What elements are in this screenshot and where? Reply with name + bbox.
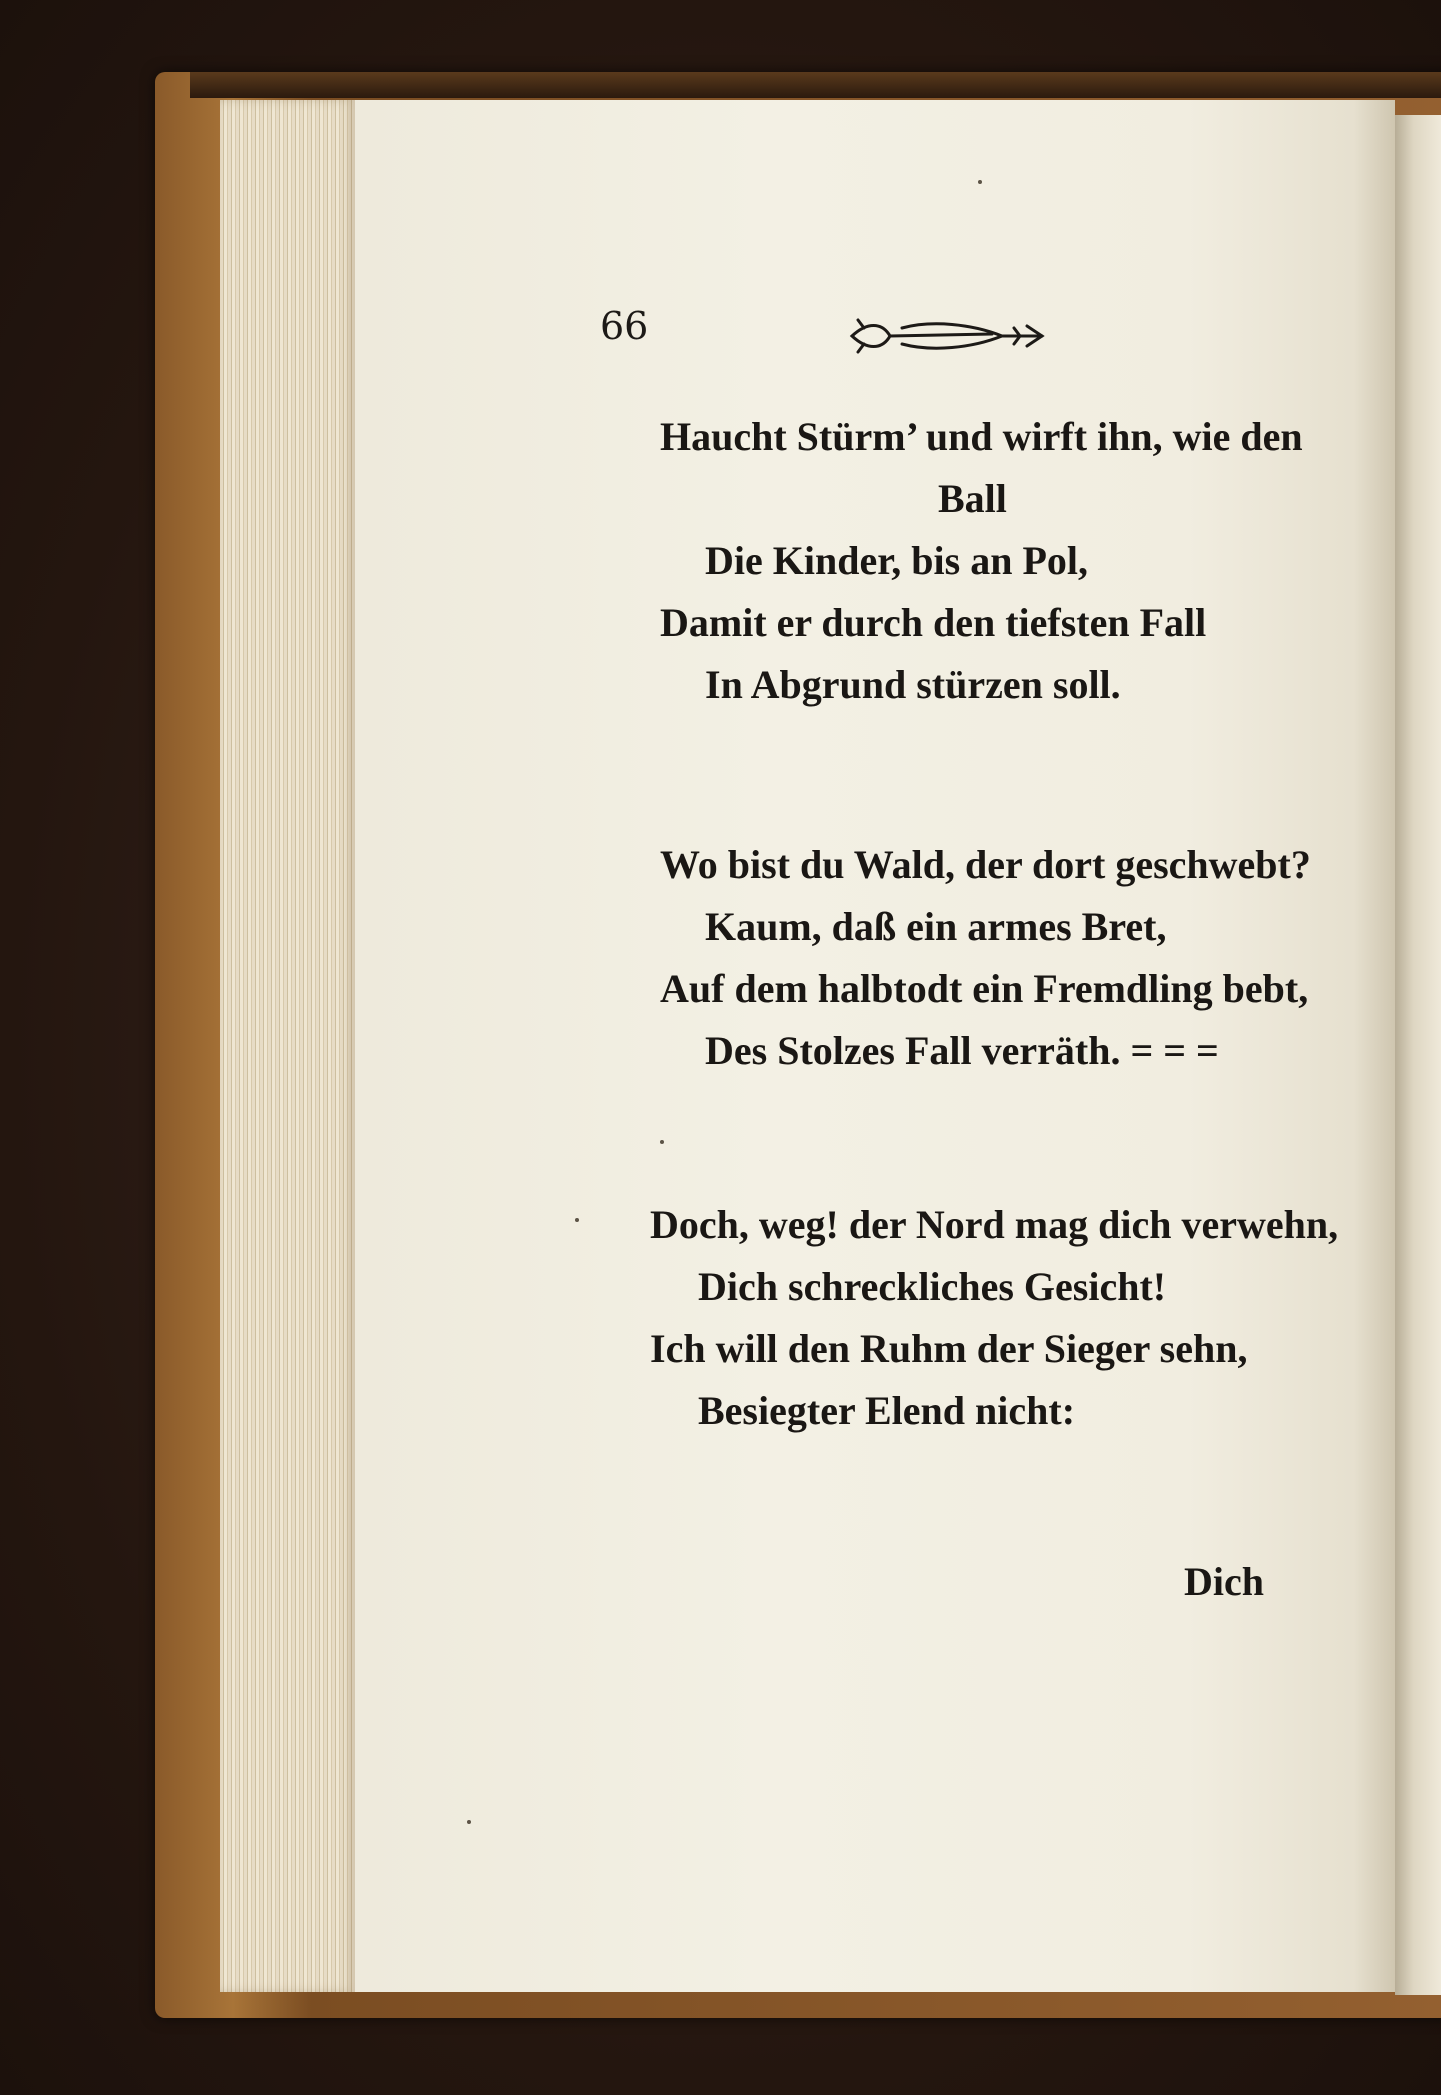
stanza-line: In Abgrund stürzen soll. <box>705 662 1121 707</box>
stanza-line: Wo bist du Wald, der dort geschwebt? <box>660 842 1311 887</box>
stanza-2 <box>660 834 1311 1082</box>
stanza-line: Dich schreckliches Gesicht! <box>698 1264 1167 1309</box>
facing-page-edge <box>1395 115 1441 1995</box>
catchword: Dich <box>1184 1559 1264 1604</box>
stanza-line: Ball <box>938 476 1007 521</box>
stanza-line: Doch, weg! der Nord mag dich verwehn, <box>650 1202 1339 1247</box>
paper-speck <box>467 1820 471 1824</box>
paper-speck <box>575 1218 579 1222</box>
stanza-1 <box>660 406 1303 716</box>
stanza-line: Ich will den Ruhm der Sieger sehn, <box>650 1326 1248 1371</box>
book-cover-top-edge <box>190 72 1441 98</box>
paper-speck <box>660 1140 664 1144</box>
flourish-ornament-icon <box>842 314 1056 358</box>
stanza-line: Die Kinder, bis an Pol, <box>705 538 1089 583</box>
stanza-line: Auf dem halbtodt ein Fremdling bebt, <box>660 966 1309 1011</box>
stanza-line: Damit er durch den tiefsten Fall <box>660 600 1207 645</box>
stanza-line: Des Stolzes Fall verräth. = = = <box>705 1028 1219 1073</box>
stanza-line: Kaum, daß ein armes Bret, <box>705 904 1167 949</box>
paper-speck <box>978 180 982 184</box>
page-number: 66 <box>600 304 649 348</box>
stanza-line: Besiegter Elend nicht: <box>698 1388 1076 1433</box>
page-edges <box>220 100 355 1992</box>
stanza-3 <box>650 1194 1338 1442</box>
stanza-line: Haucht Stürm’ und wirft ihn, wie den <box>660 414 1303 459</box>
